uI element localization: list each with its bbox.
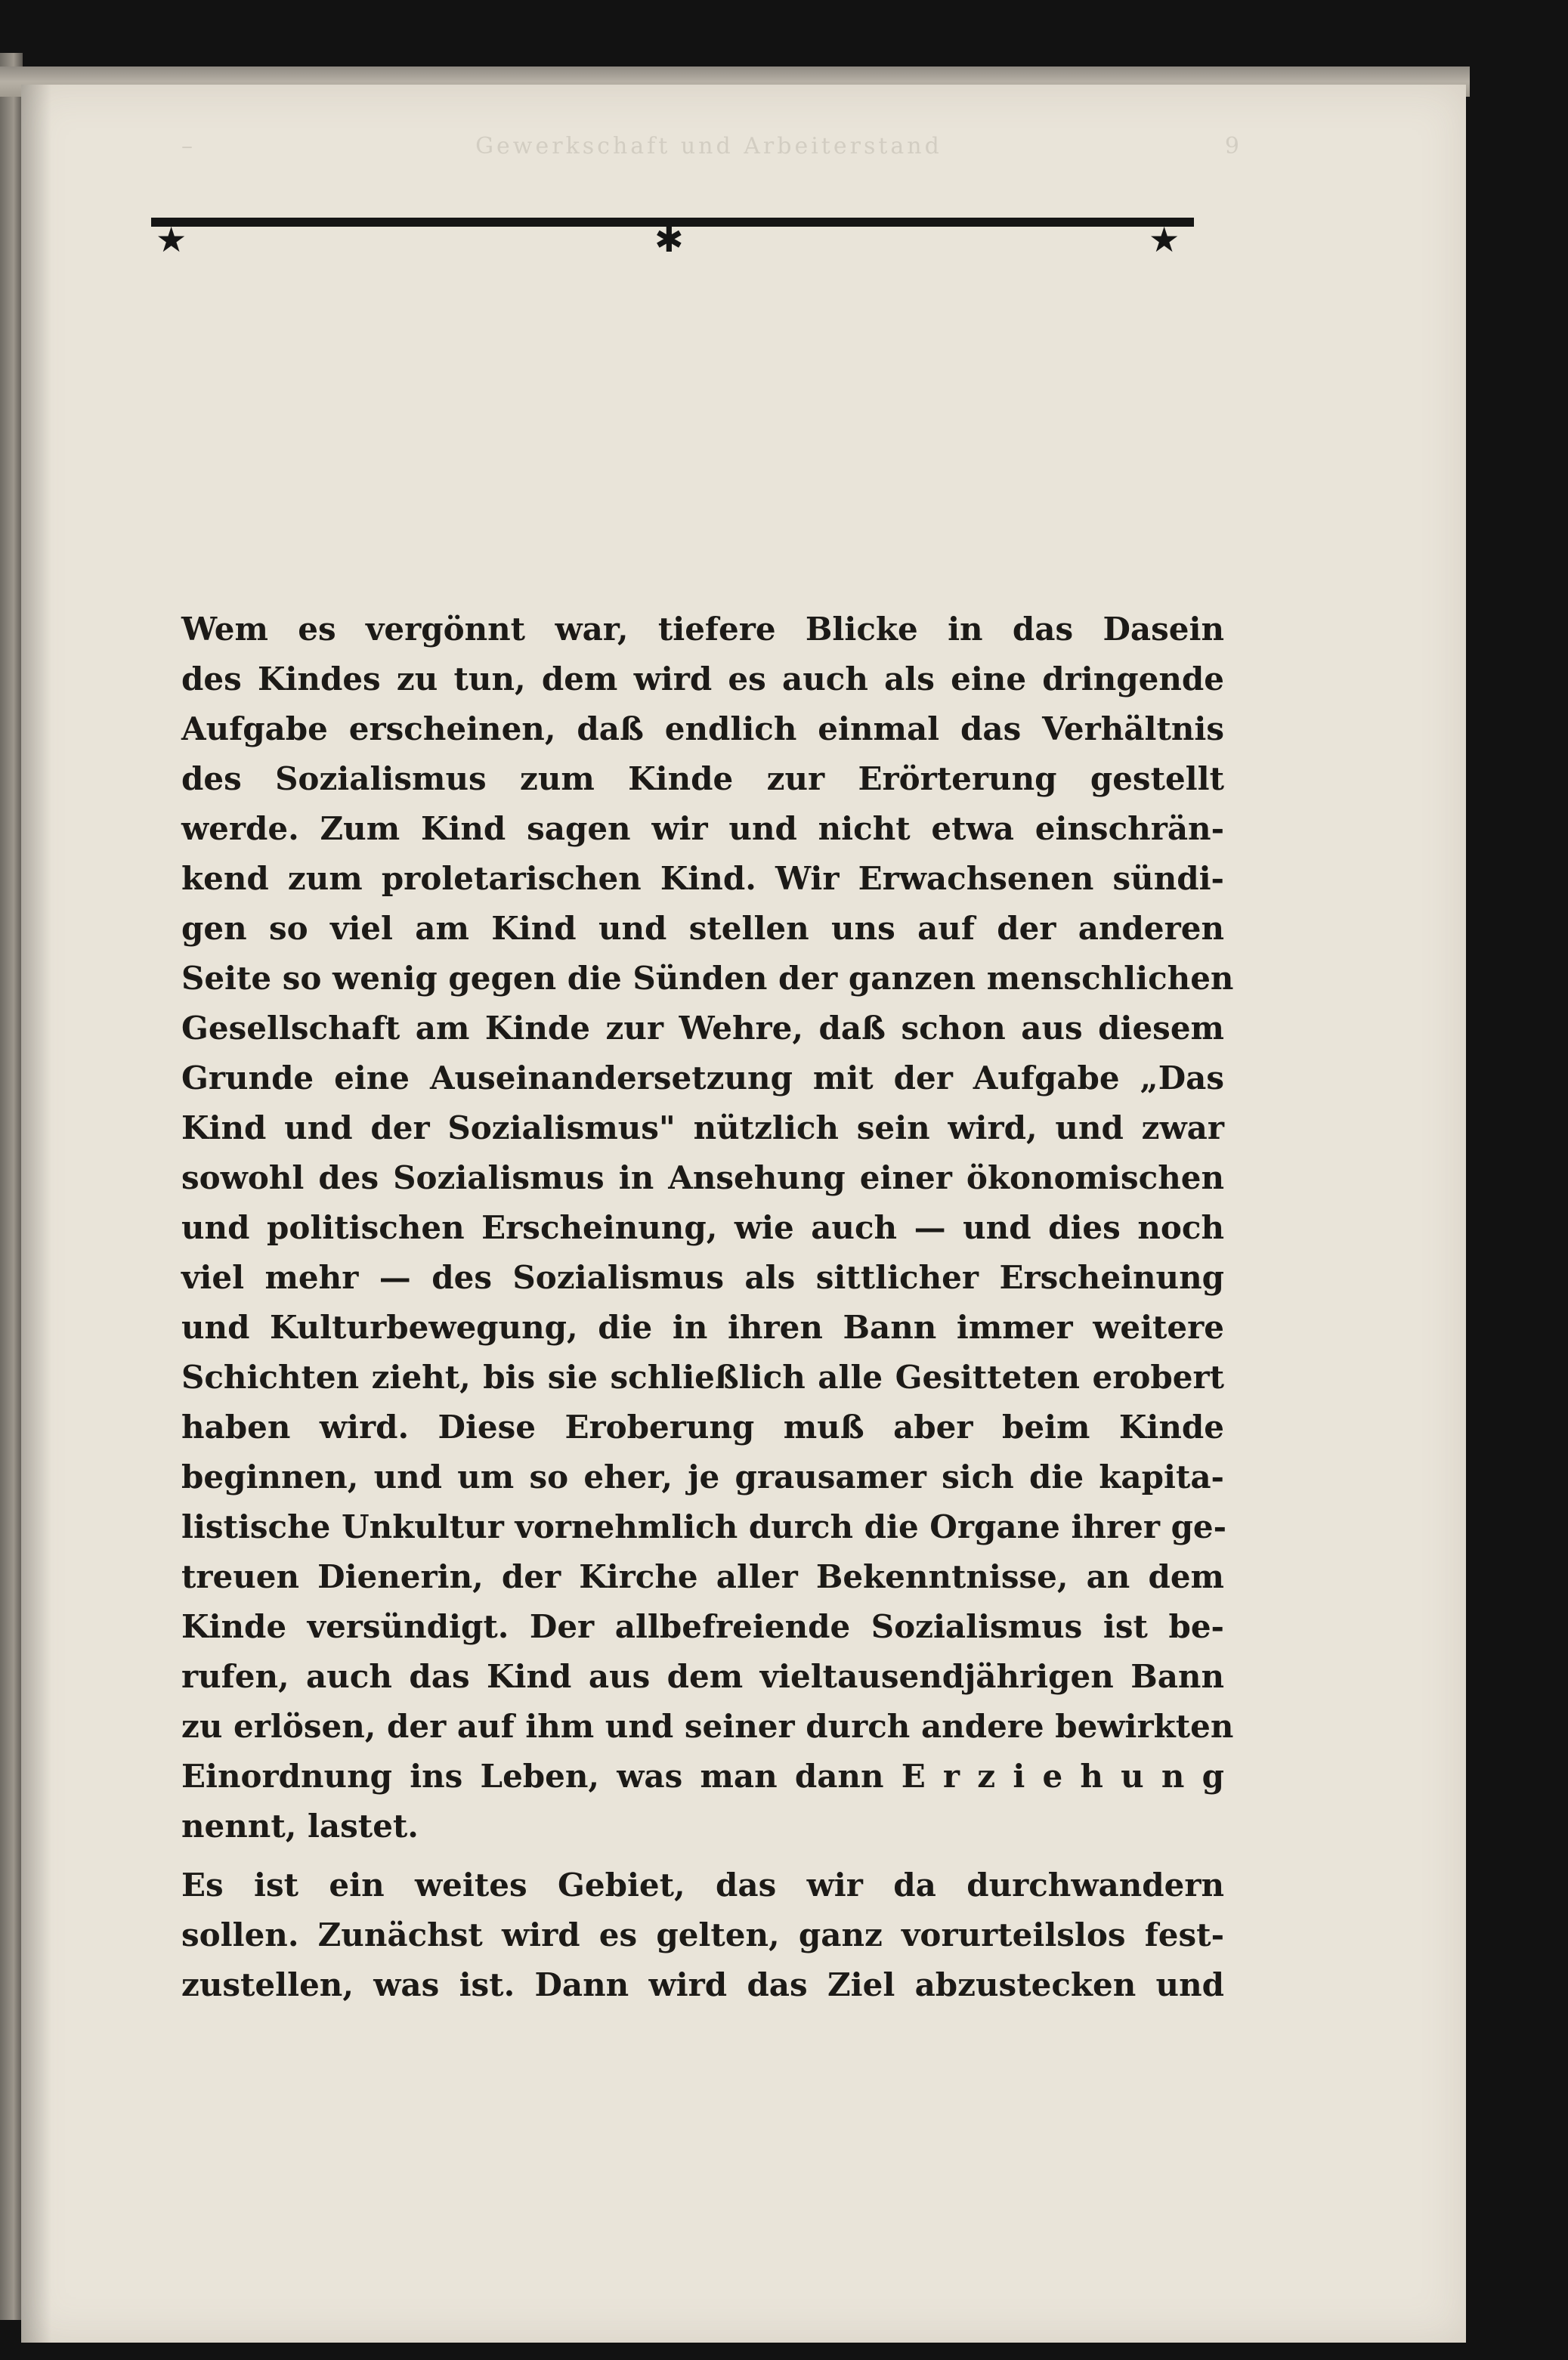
bleed-through-header <box>181 133 1239 159</box>
header-dash: – <box>181 133 193 159</box>
text-line: Gesellschaft am Kinde zur Wehre, daß schon aus diesem <box>181 1010 1224 1047</box>
text-line: listische Unkultur vornehmlich durch die Organe ihrer ge- <box>181 1508 1227 1545</box>
text-line: kend zum proletarischen Kind. Wir Erwachsenen sündi- <box>181 860 1224 897</box>
text-line: Seite so wenig gegen die Sünden der ganzen menschlichen <box>181 960 1234 997</box>
running-title: Gewerkschaft und Arbeiterstand <box>475 133 942 159</box>
text-line: des Kindes zu tun, dem wird es auch als eine dringende <box>181 660 1224 697</box>
text-line: Einordnung ins Leben, was man dann E r z i e h u n g <box>181 1758 1224 1795</box>
chapter-ornament <box>151 218 1194 271</box>
text-line: beginnen, und um so eher, je grausamer sich die kapita- <box>181 1458 1224 1495</box>
book-board-edge <box>0 53 23 2320</box>
star-icon-left: ★ <box>156 219 187 260</box>
paragraph-1 <box>181 605 1234 1851</box>
text-line: des Sozialismus zum Kinde zur Erörterung gestellt <box>181 760 1224 797</box>
text-line: Kinde versündigt. Der allbefreiende Sozialismus ist be- <box>181 1608 1224 1645</box>
asterisk-icon-center: ✱ <box>654 219 684 260</box>
text-line: werde. Zum Kind sagen wir und nicht etwa einschrän- <box>181 810 1224 847</box>
text-line: sollen. Zunächst wird es gelten, ganz vorurteilslos fest- <box>181 1916 1224 1953</box>
star-icon-right: ★ <box>1149 219 1180 260</box>
text-line: rufen, auch das Kind aus dem vieltausendjährigen Bann <box>181 1658 1224 1695</box>
text-line: Aufgabe erscheinen, daß endlich einmal das Verhältnis <box>181 710 1224 747</box>
text-line: haben wird. Diese Eroberung muß aber beim Kinde <box>181 1409 1224 1446</box>
text-line: zu erlösen, der auf ihm und seiner durch andere bewirkten <box>181 1708 1234 1745</box>
text-line: gen so viel am Kind und stellen uns auf der anderen <box>181 910 1224 947</box>
text-line: Es ist ein weites Gebiet, das wir da durchwandern <box>181 1867 1224 1904</box>
text-line: nennt, lastet. <box>181 1808 419 1845</box>
text-line: viel mehr — des Sozialismus als sittlicher Erscheinung <box>181 1259 1224 1296</box>
text-line: sowohl des Sozialismus in Ansehung einer ökonomischen <box>181 1159 1224 1196</box>
text-line: und Kulturbewegung, die in ihren Bann immer weitere <box>181 1309 1224 1346</box>
text-line: zustellen, was ist. Dann wird das Ziel abzustecken und <box>181 1966 1224 2003</box>
body-text <box>181 605 1234 2010</box>
text-line: Schichten zieht, bis sie schließlich alle Gesitteten erobert <box>181 1359 1224 1396</box>
paragraph-2 <box>181 1860 1224 2010</box>
paragraph-gap <box>181 1851 1224 1860</box>
page-number: 9 <box>1224 133 1239 159</box>
text-line: Kind und der Sozialismus" nützlich sein wird, und zwar <box>181 1109 1224 1146</box>
text-line: Wem es vergönnt war, tiefere Blicke in das Dasein <box>181 611 1224 648</box>
text-line: und politischen Erscheinung, wie auch — und dies noch <box>181 1209 1224 1246</box>
text-line: Grunde eine Auseinandersetzung mit der Aufgabe „Das <box>181 1059 1224 1096</box>
text-line: treuen Dienerin, der Kirche aller Bekenntnisse, an dem <box>181 1558 1224 1595</box>
